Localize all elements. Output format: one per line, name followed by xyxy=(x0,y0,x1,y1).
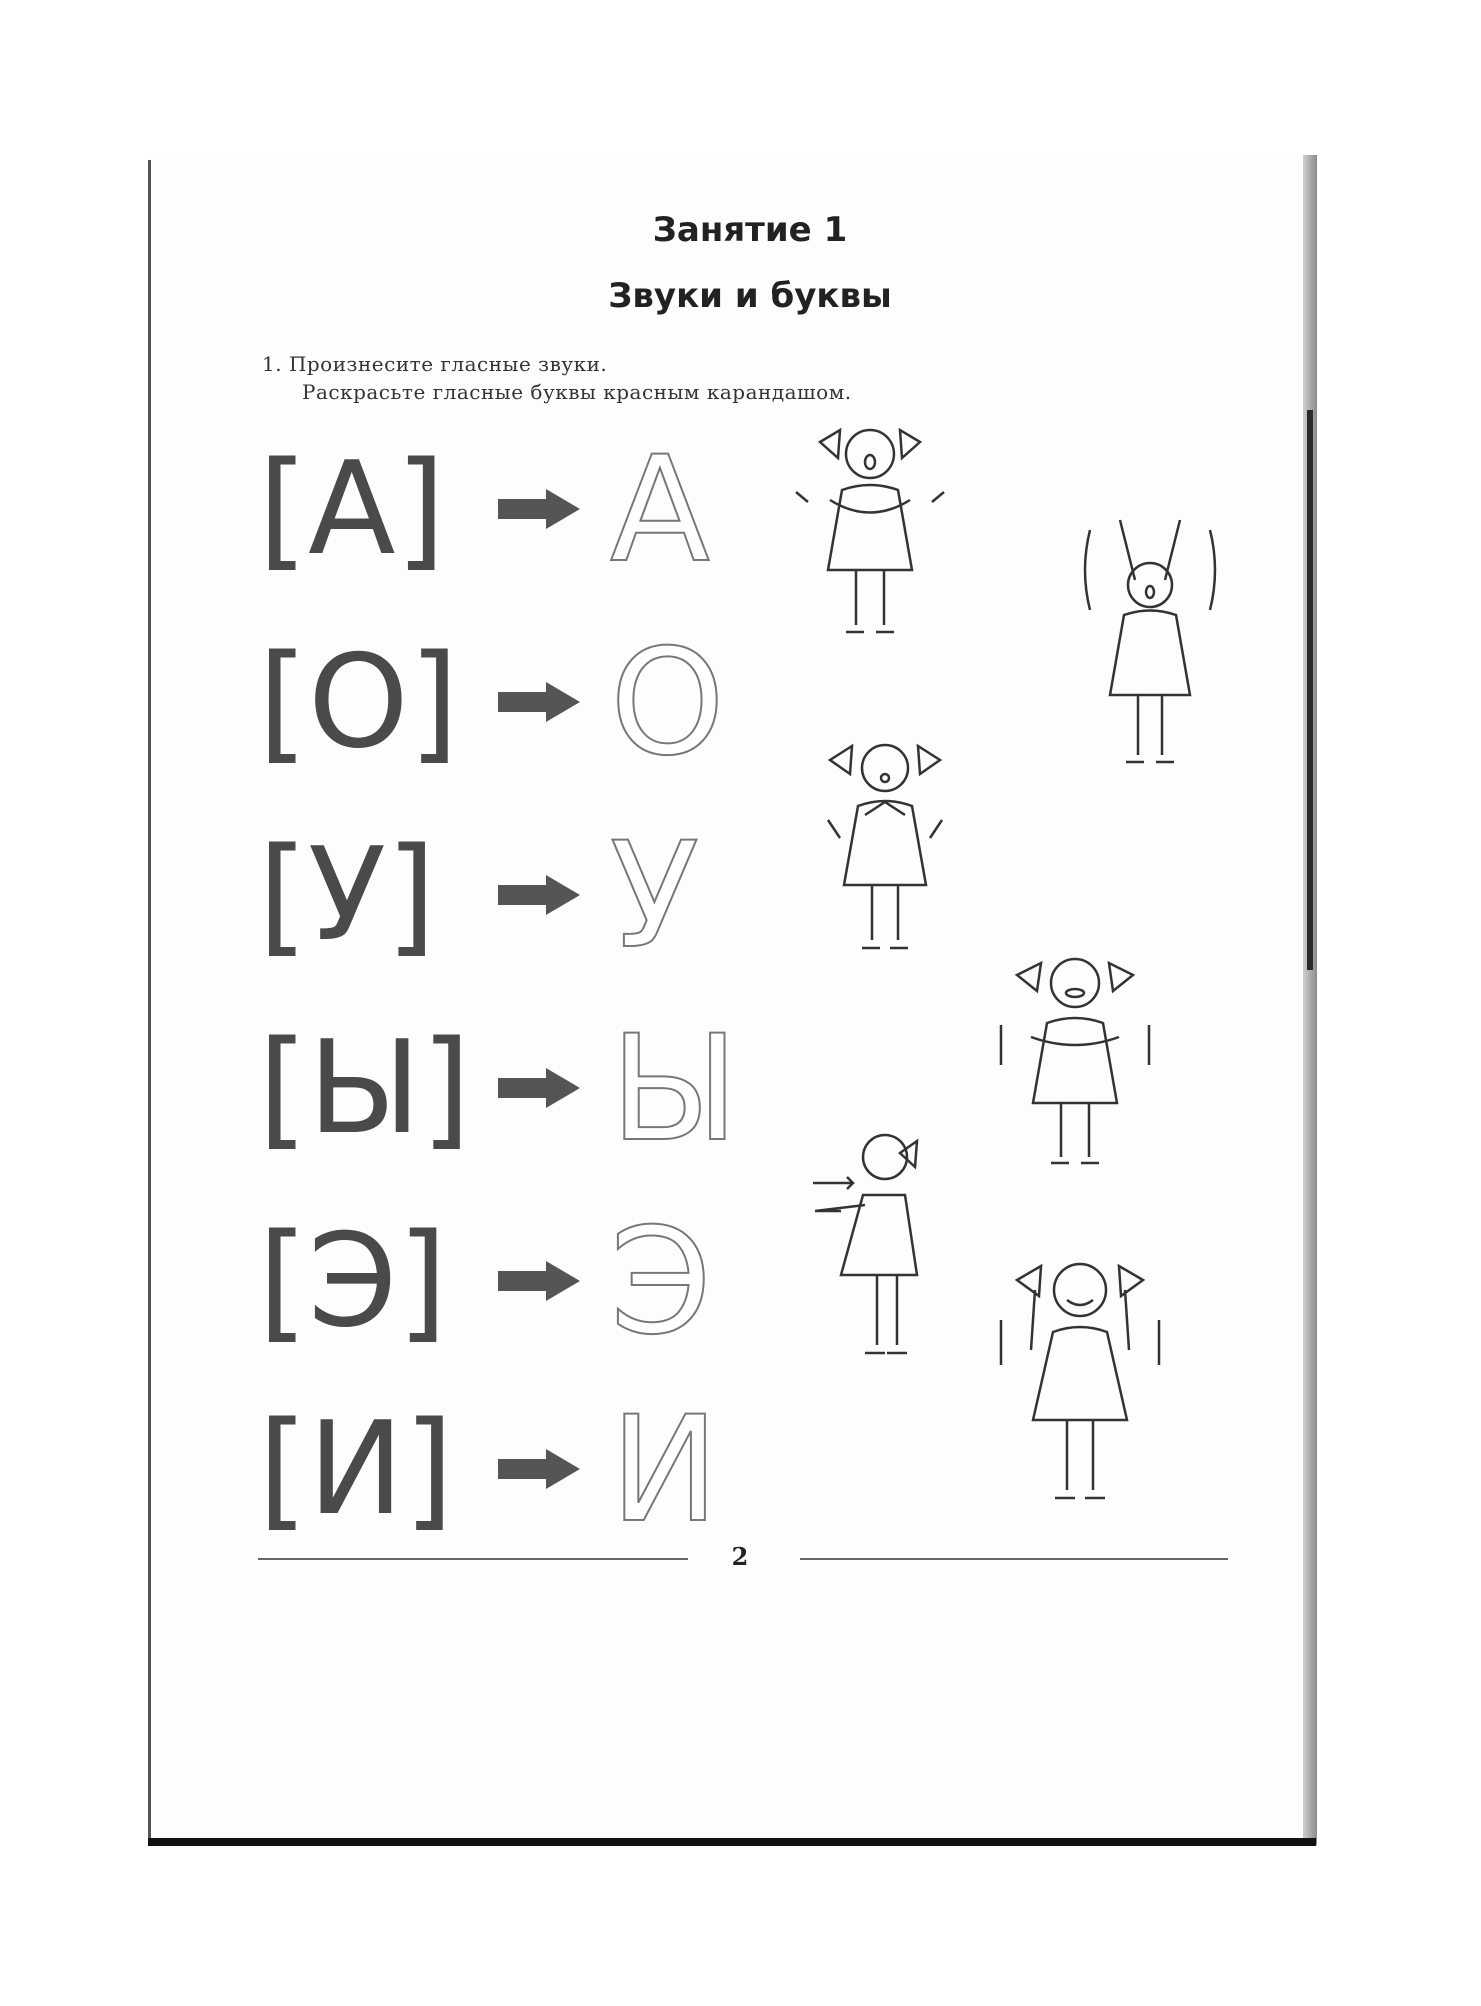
girl-figure-a-illustration xyxy=(790,420,950,645)
outline-letter-e: Э xyxy=(610,1197,712,1367)
sound-y: [Ы] xyxy=(258,1014,471,1163)
outline-letter-y: Ы xyxy=(610,1004,739,1174)
arrow-right-icon xyxy=(496,1259,582,1303)
footer-rule-right xyxy=(800,1558,1228,1560)
sound-i: [И] xyxy=(258,1395,454,1544)
lesson-title: Занятие 1 xyxy=(652,210,848,250)
sound-o: [О] xyxy=(258,628,459,777)
arrow-right-icon xyxy=(496,680,582,724)
page-number: 2 xyxy=(731,1542,749,1571)
girl-figure-e-illustration xyxy=(805,1125,945,1365)
task-line-2: Раскрасьте гласные буквы красным карандашом. xyxy=(302,380,852,404)
scan-edge-right xyxy=(1303,155,1317,1845)
outline-letter-o: О xyxy=(610,618,725,788)
scan-edge-bottom xyxy=(148,1838,1316,1846)
sound-u: [У] xyxy=(258,821,436,970)
girl-figure-i-illustration xyxy=(995,1250,1165,1515)
sound-a: [А] xyxy=(258,435,446,584)
outline-letter-i: И xyxy=(610,1385,720,1555)
footer-rule-left xyxy=(258,1558,688,1560)
lesson-topic: Звуки и буквы xyxy=(608,276,892,316)
scan-edge-shadow xyxy=(1307,410,1313,970)
arrow-right-icon xyxy=(496,1447,582,1491)
outline-letter-a: А xyxy=(610,425,710,595)
arrow-right-icon xyxy=(496,1066,582,1110)
outline-letter-u: У xyxy=(610,811,699,981)
girl-figure-u-illustration xyxy=(810,730,960,960)
scan-edge-left xyxy=(148,160,151,1845)
task-line-1: 1. Произнесите гласные звуки. xyxy=(262,352,608,376)
arrow-right-icon xyxy=(496,873,582,917)
arrow-right-icon xyxy=(496,487,582,531)
girl-figure-y-illustration xyxy=(995,945,1155,1170)
girl-figure-o-illustration xyxy=(1060,510,1240,775)
sound-e: [Э] xyxy=(258,1207,448,1356)
